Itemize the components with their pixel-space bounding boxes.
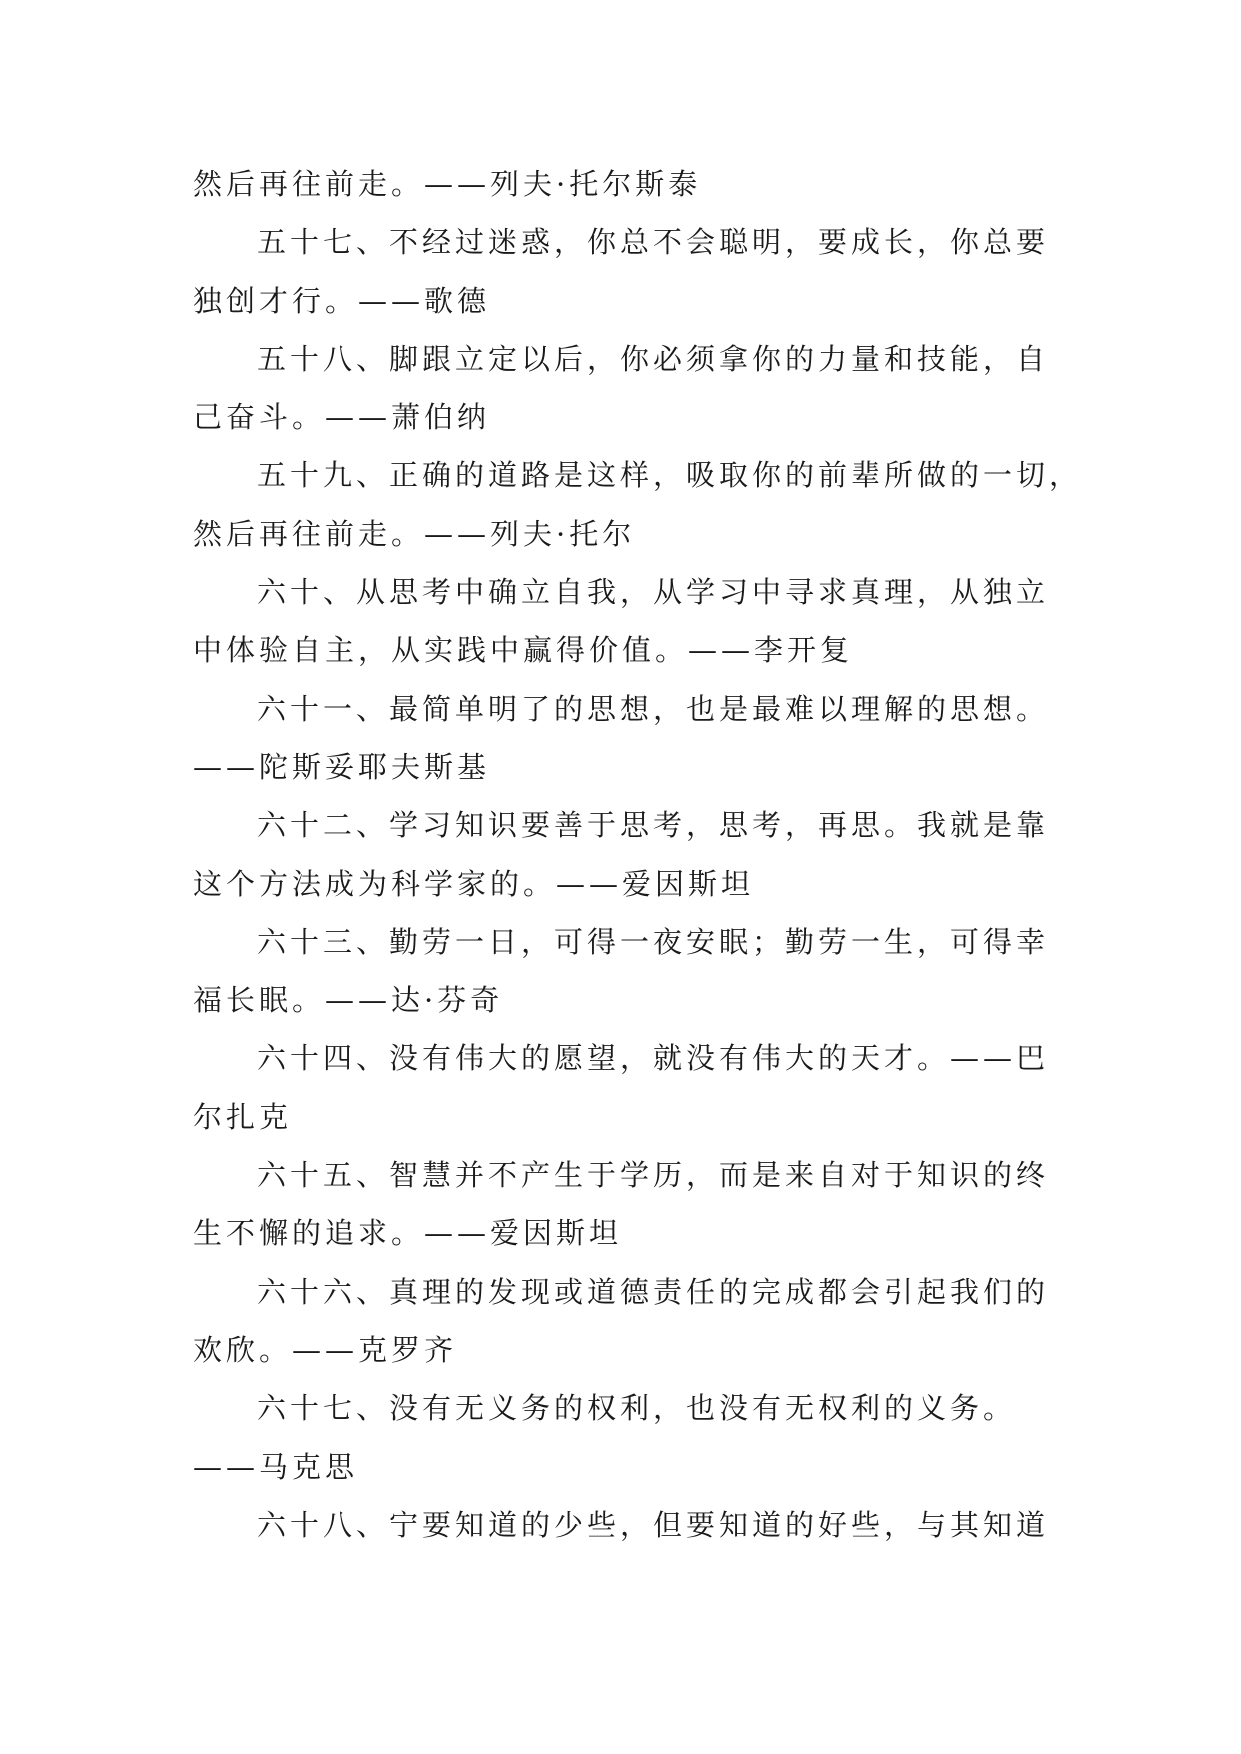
text-line: 六十一、最简单明了的思想，也是最难以理解的思想。 [257, 691, 1050, 726]
text-line: 己奋斗。——萧伯纳 [193, 400, 491, 435]
text-line: 尔扎克 [193, 1099, 293, 1134]
text-line: 六十七、没有无义务的权利，也没有无权利的义务。 [257, 1391, 1017, 1426]
text-line: 然后再往前走。——列夫·托尔 [193, 516, 636, 551]
text-line: 五十七、不经过迷惑，你总不会聪明，要成长，你总要 [257, 225, 1050, 260]
text-line: 五十八、脚跟立定以后，你必须拿你的力量和技能，自 [257, 341, 1050, 376]
text-line: 六十三、勤劳一日，可得一夜安眠；勤劳一生，可得幸 [257, 924, 1050, 959]
text-line: 六十、从思考中确立自我，从学习中寻求真理，从独立 [257, 575, 1050, 610]
text-line: 六十八、宁要知道的少些，但要知道的好些，与其知道 [257, 1507, 1050, 1542]
text-line: 独创才行。——歌德 [193, 283, 491, 318]
text-line: 然后再往前走。——列夫·托尔斯泰 [193, 167, 702, 201]
text-line: 六十四、没有伟大的愿望，就没有伟大的天才。——巴 [257, 1041, 1050, 1076]
text-line: ——马克思 [193, 1449, 359, 1484]
quote-text-block [193, 155, 1083, 1554]
text-line: 欢欣。——克罗齐 [193, 1332, 458, 1367]
text-line: 六十二、学习知识要善于思考，思考，再思。我就是靠 [257, 808, 1050, 843]
text-line: ——陀斯妥耶夫斯基 [193, 749, 491, 784]
text-line: 福长眠。——达·芬奇 [193, 983, 504, 1018]
text-line: 六十六、真理的发现或道德责任的完成都会引起我们的 [257, 1274, 1050, 1309]
text-line: 五十九、正确的道路是这样，吸取你的前辈所做的一切， [257, 458, 1083, 493]
text-line: 生不懈的追求。——爱因斯坦 [193, 1216, 623, 1251]
text-line: 中体验自主，从实践中赢得价值。——李开复 [193, 633, 854, 668]
text-line: 六十五、智慧并不产生于学历，而是来自对于知识的终 [257, 1158, 1050, 1193]
text-line: 这个方法成为科学家的。——爱因斯坦 [193, 866, 755, 901]
